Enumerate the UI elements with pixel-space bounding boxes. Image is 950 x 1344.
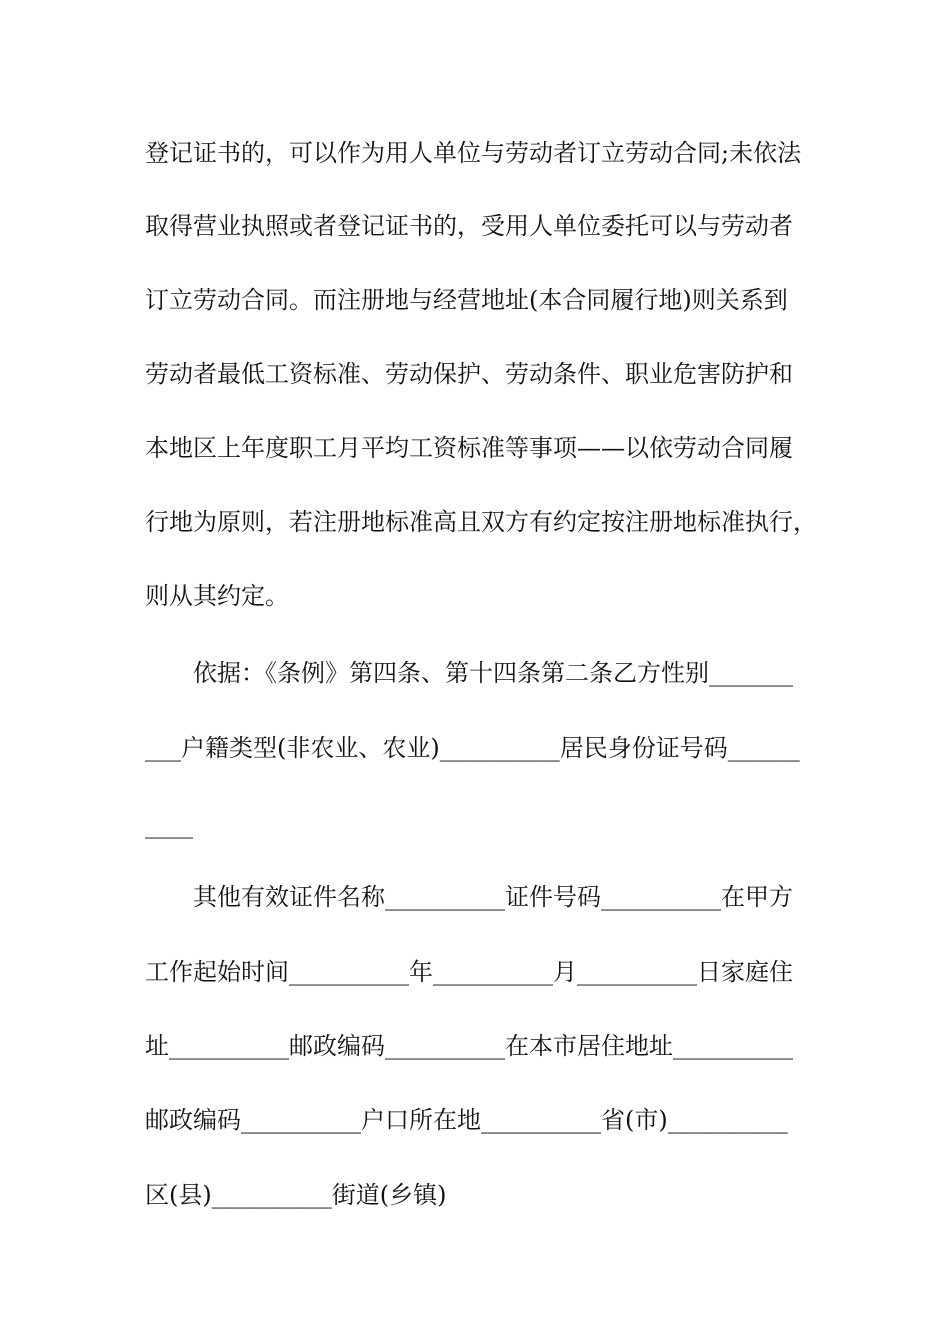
text-line-2: 取得营业执照或者登记证书的，受用人单位委托可以与劳动者 [145,212,793,240]
text-line-8: 依据：《条例》第四条、第十四条第二条乙方性别_______ [193,659,793,687]
text-line-15: 区(县)__________街道(乡镇) [145,1181,447,1209]
text-line-13: 址__________邮政编码__________在本市居住地址__________ [145,1032,793,1060]
text-line-12: 工作起始时间__________年__________月__________日家庭住 [145,958,793,986]
text-line-5: 本地区上年度职工月平均工资标准等事项——以依劳动合同履 [145,434,793,462]
text-line-9: ___户籍类型(非农业、农业)__________居民身份证号码______ [145,734,800,762]
text-line-1: 登记证书的，可以作为用人单位与劳动者订立劳动合同;未依法 [145,139,802,167]
text-line-7: 则从其约定。 [145,582,289,610]
text-line-10: ____ [145,811,193,839]
text-line-14: 邮政编码__________户口所在地__________省(市)__________ [145,1106,788,1134]
text-line-6: 行地为原则，若注册地标准高且双方有约定按注册地标准执行， [145,508,817,536]
text-line-4: 劳动者最低工资标准、劳动保护、劳动条件、职业危害防护和 [145,360,793,388]
text-line-3: 订立劳动合同。而注册地与经营地址(本合同履行地)则关系到 [145,286,788,314]
text-line-11: 其他有效证件名称__________证件号码__________在甲方 [193,883,793,911]
